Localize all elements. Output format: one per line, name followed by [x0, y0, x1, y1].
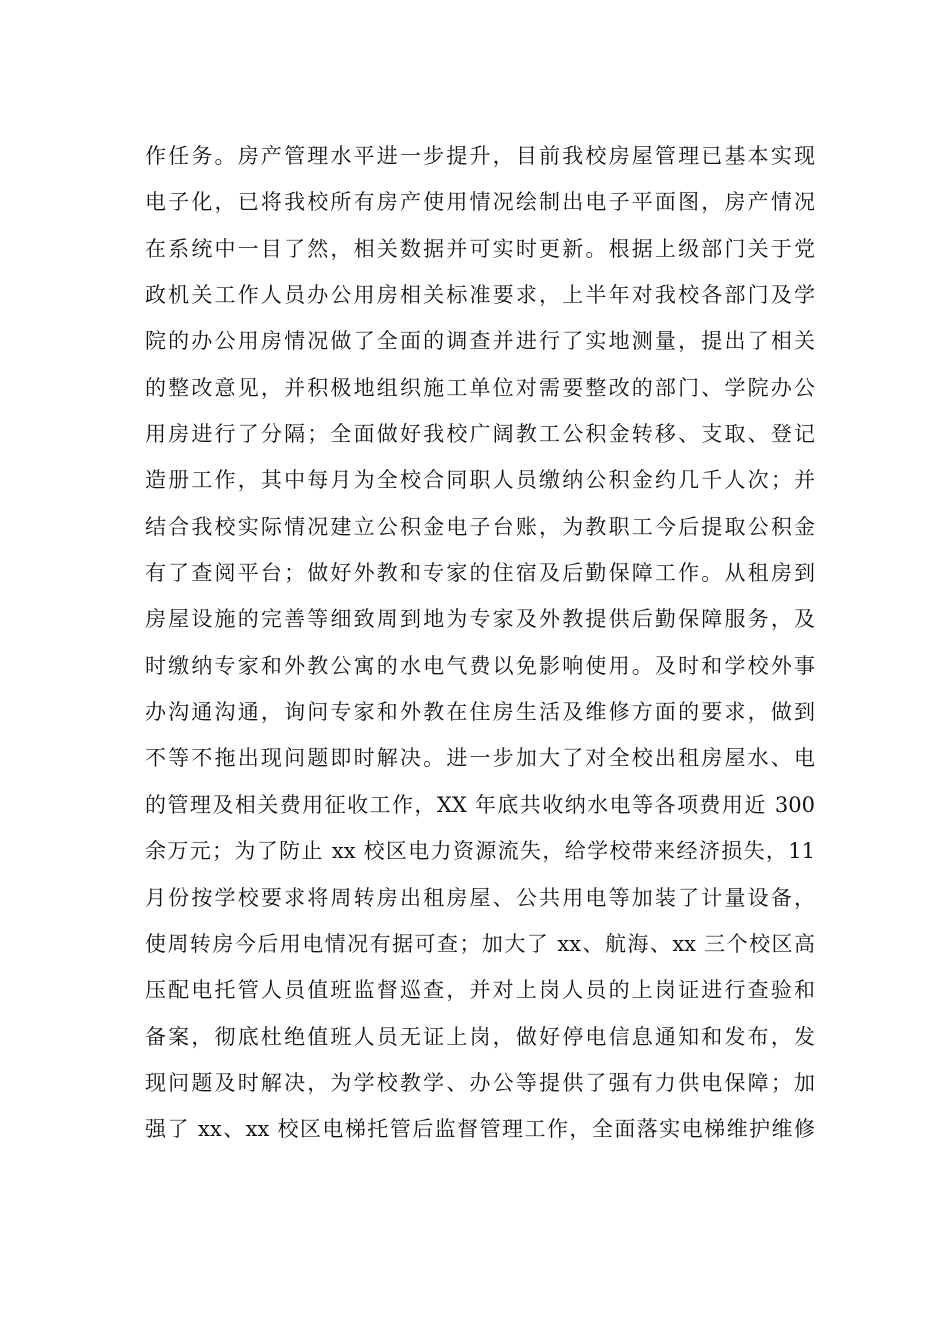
text-line: 现问题及时解决，为学校教学、办公等提供了强有力供电保障；加 [145, 1070, 815, 1095]
text-line: 有了查阅平台；做好外教和专家的住宿及后勤保障工作。从租房到 [145, 561, 815, 586]
text-line: 结合我校实际情况建立公积金电子台账，为教职工今后提取公积金 [145, 514, 815, 539]
text-line: 办沟通沟通，询问专家和外教在住房生活及维修方面的要求，做到 [145, 700, 815, 725]
text-line: 造册工作，其中每月为全校合同职人员缴纳公积金约几千人次；并 [145, 468, 815, 493]
text-line: 在系统中一目了然，相关数据并可实时更新。根据上级部门关于党 [145, 236, 815, 261]
text-line: 月份按学校要求将周转房出租房屋、公共用电等加装了计量设备， [145, 885, 815, 910]
text-line: 作任务。房产管理水平进一步提升，目前我校房屋管理已基本实现 [145, 144, 815, 168]
text-line: 余万元；为了防止 xx 校区电力资源流失，给学校带来经济损失，11 [145, 839, 815, 864]
body-paragraph [145, 133, 815, 1153]
text-line: 强了 xx、xx 校区电梯托管后监督管理工作，全面落实电梯维护维修 [145, 1117, 815, 1142]
text-line: 备案，彻底杜绝值班人员无证上岗，做好停电信息通知和发布，发 [145, 1024, 815, 1049]
text-line: 电子化，已将我校所有房产使用情况绘制出电子平面图，房产情况 [145, 190, 815, 215]
text-line: 使周转房今后用电情况有据可查；加大了 xx、航海、xx 三个校区高 [145, 931, 815, 956]
text-line: 房屋设施的完善等细致周到地为专家及外教提供后勤保障服务，及 [145, 607, 815, 632]
text-line: 不等不拖出现问题即时解决。进一步加大了对全校出租房屋水、电 [145, 746, 815, 771]
text-line: 的管理及相关费用征收工作，XX 年底共收纳水电等各项费用近 300 [145, 792, 815, 817]
text-line: 院的办公用房情况做了全面的调查并进行了实地测量，提出了相关 [145, 329, 815, 354]
text-line: 用房进行了分隔；全面做好我校广阔教工公积金转移、支取、登记 [145, 422, 815, 447]
text-line: 的整改意见，并积极地组织施工单位对需要整改的部门、学院办公 [145, 375, 815, 400]
text-line: 时缴纳专家和外教公寓的水电气费以免影响使用。及时和学校外事 [145, 653, 815, 678]
text-line: 压配电托管人员值班监督巡查，并对上岗人员的上岗证进行查验和 [145, 978, 815, 1003]
text-line: 政机关工作人员办公用房相关标准要求，上半年对我校各部门及学 [145, 283, 815, 308]
